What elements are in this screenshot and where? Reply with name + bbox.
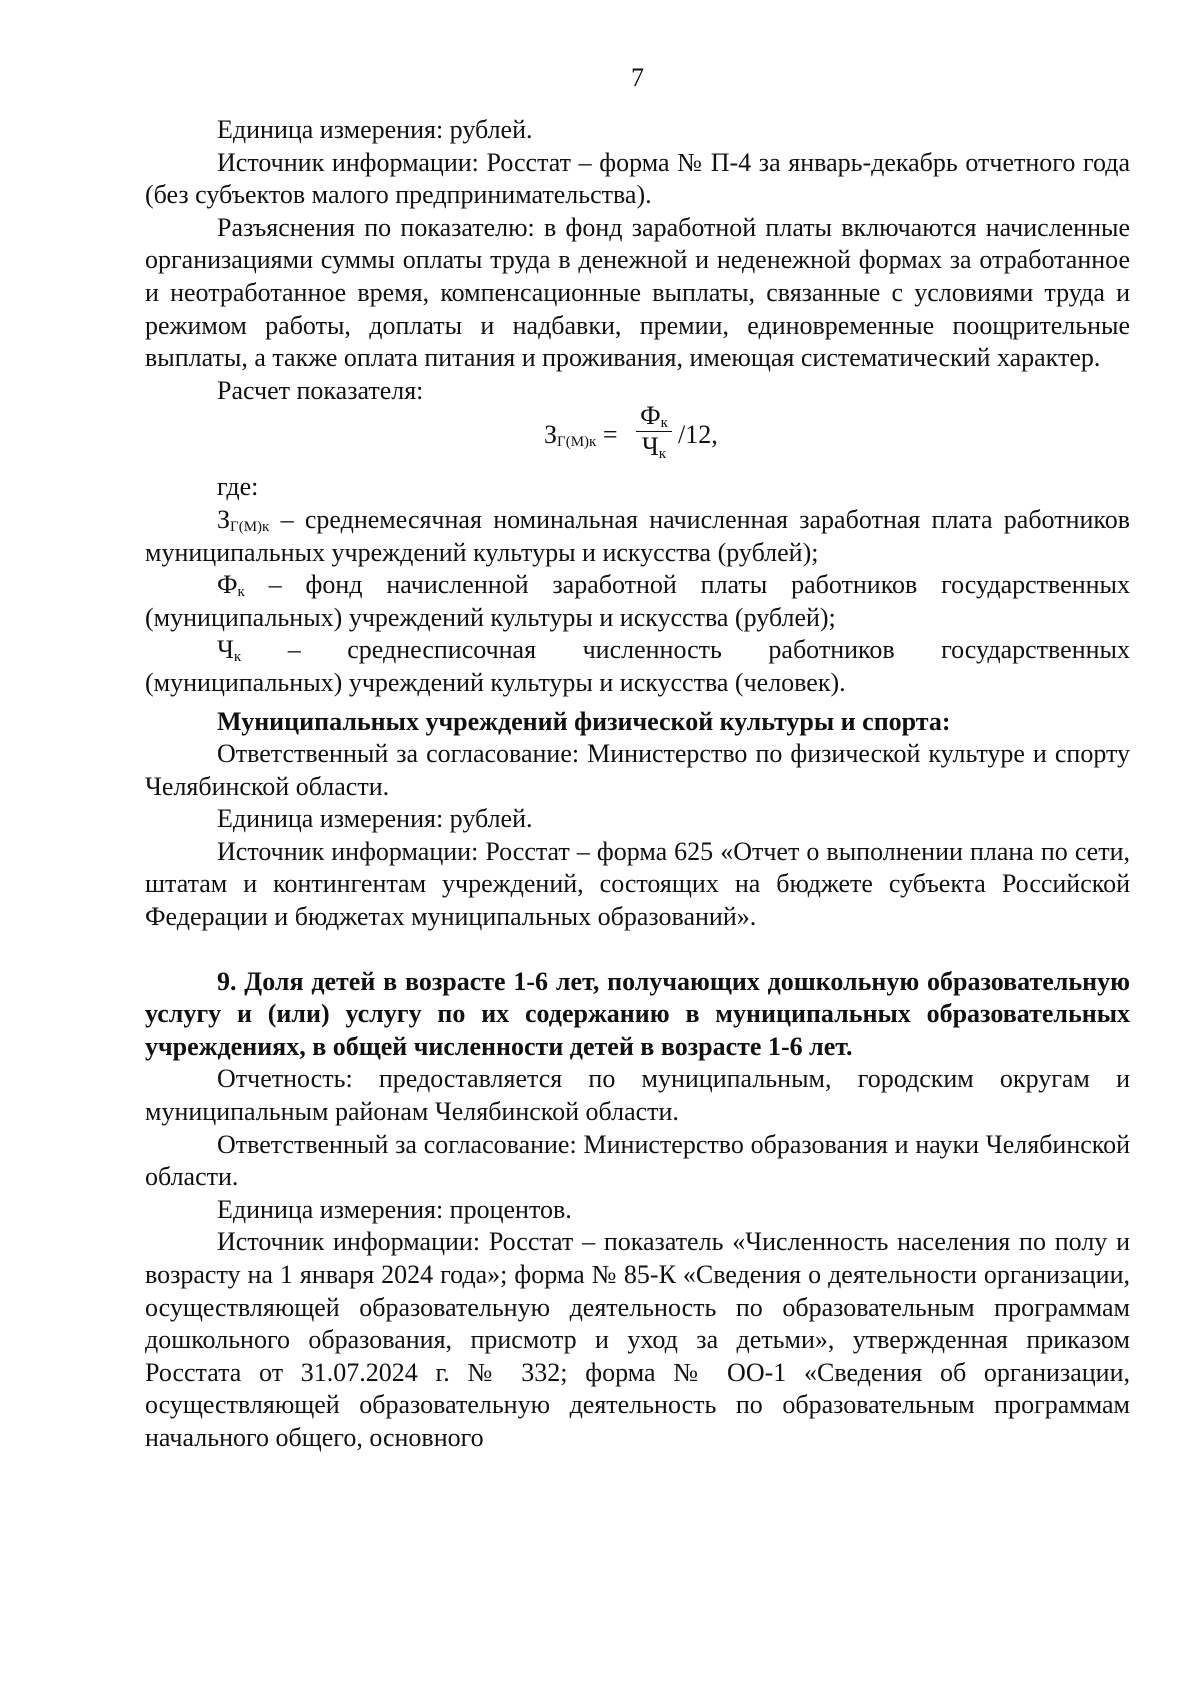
formula-denominator	[634, 432, 674, 462]
formula-den-base: Ч	[641, 432, 659, 462]
document-page	[145, 62, 1130, 1455]
def-f-sub: к	[237, 584, 245, 601]
def-ch-symbol	[217, 635, 241, 664]
culture-unit: Единица измерения: рублей.	[217, 115, 533, 144]
def-f-symbol	[217, 570, 245, 599]
section-9-responsible: Ответственный за согласование: Министерство образования и науки Челябинской области.	[145, 1129, 1130, 1192]
formula-lhs	[544, 419, 618, 452]
sport-unit: Единица измерения: рублей.	[217, 804, 533, 834]
culture-source: Источник информации: Росстат – форма № П-4 за январь-декабрь отчетного года (без субъектов малого предпринимательства).	[145, 147, 1130, 210]
def-z-base: З	[217, 504, 231, 534]
formula-num-base: Ф	[640, 401, 661, 431]
sport-source: Источник информации: Росстат – форма 625 «Отчет о выполнении плана по сети, штатам и контингентам учреждений, состоящих на бюджете субъекта Российской Федерации и бюджетах муниципальных образований».	[145, 836, 1130, 932]
def-f-text: – фонд начисленной заработной платы работников государственных (муниципальных) учреждений культуры и искусства (рублей);	[145, 570, 1130, 632]
formula-equals: =	[602, 420, 618, 450]
page-number: 7	[631, 63, 644, 92]
section-9-heading: 9. Доля детей в возрасте 1-6 лет, получающих дошкольную образовательную услугу и (или) услугу по их содержанию в муниципальных образовательных учреждениях, в общей численности детей в возрасте 1-6 лет.	[145, 966, 1130, 1061]
formula-fraction	[634, 401, 674, 462]
def-f-base: Ф	[217, 570, 238, 600]
culture-explanation: Разъяснения по показателю: в фонд заработной платы включаются начисленные организациями суммы оплаты труда в денежной и неденежной формах за отработанное и неотработанное время, компенсационные выплаты, связанные с условиями труда и режимом работы, доплаты и надбавки, премии, единовременные поощрительные выплаты, а также оплата питания и проживания, имеющая систематический характер.	[145, 212, 1130, 373]
formula-num-sub: к	[660, 415, 668, 432]
sport-heading: Муниципальных учреждений физической культуры и спорта:	[217, 706, 951, 736]
definition-f	[145, 569, 1130, 634]
formula-den-sub: к	[658, 446, 667, 463]
sport-responsible: Ответственный за согласование: Министерство по физической культуре и спорту Челябинской области.	[145, 739, 1130, 801]
salary-formula	[145, 401, 1130, 471]
section-9-unit: Единица измерения: процентов.	[217, 1194, 572, 1224]
def-z-symbol	[217, 505, 269, 534]
formula-numerator	[634, 401, 674, 431]
section-9-reporting: Отчетность: предоставляется по муниципальным, городским округам и муниципальным районам Челябинской области.	[145, 1064, 1130, 1127]
def-ch-sub: к	[233, 649, 242, 666]
section-gap	[145, 934, 1130, 966]
definition-ch	[145, 634, 1130, 699]
def-ch-text: – среднесписочная численность работников государственных (муниципальных) учреждений культуры и искусства (человек).	[145, 635, 1130, 697]
formula-lhs-base: З	[544, 420, 558, 450]
section-9-source: Источник информации: Росстат – показатель «Численность населения по полу и возрасту на 1 января 2024 года»; форма № 85-К «Сведения о деятельности организации, осуществляющей образовательную деятельность по образовательным программам дошкольного образования, присмотр и уход за детьми», утвержденная приказом Росстата от 31.07.2024 г. № 332; форма № ОО-1 «Сведения об организации, осуществляющей образовательную деятельность по образовательным программам начального общего, основного	[145, 1227, 1130, 1452]
formula-lhs-sub: Г(М)к	[557, 434, 597, 451]
calc-label: Расчет показателя:	[217, 375, 424, 405]
def-z-text: – среднемесячная номинальная начисленная заработная плата работников муниципальных учреждений культуры и искусства (рублей);	[145, 504, 1130, 567]
formula-rhs: /12,	[678, 420, 718, 450]
def-ch-base: Ч	[217, 635, 234, 665]
definition-z	[145, 504, 1130, 569]
where-label: где:	[217, 472, 259, 502]
def-z-sub: Г(М)к	[230, 518, 270, 535]
